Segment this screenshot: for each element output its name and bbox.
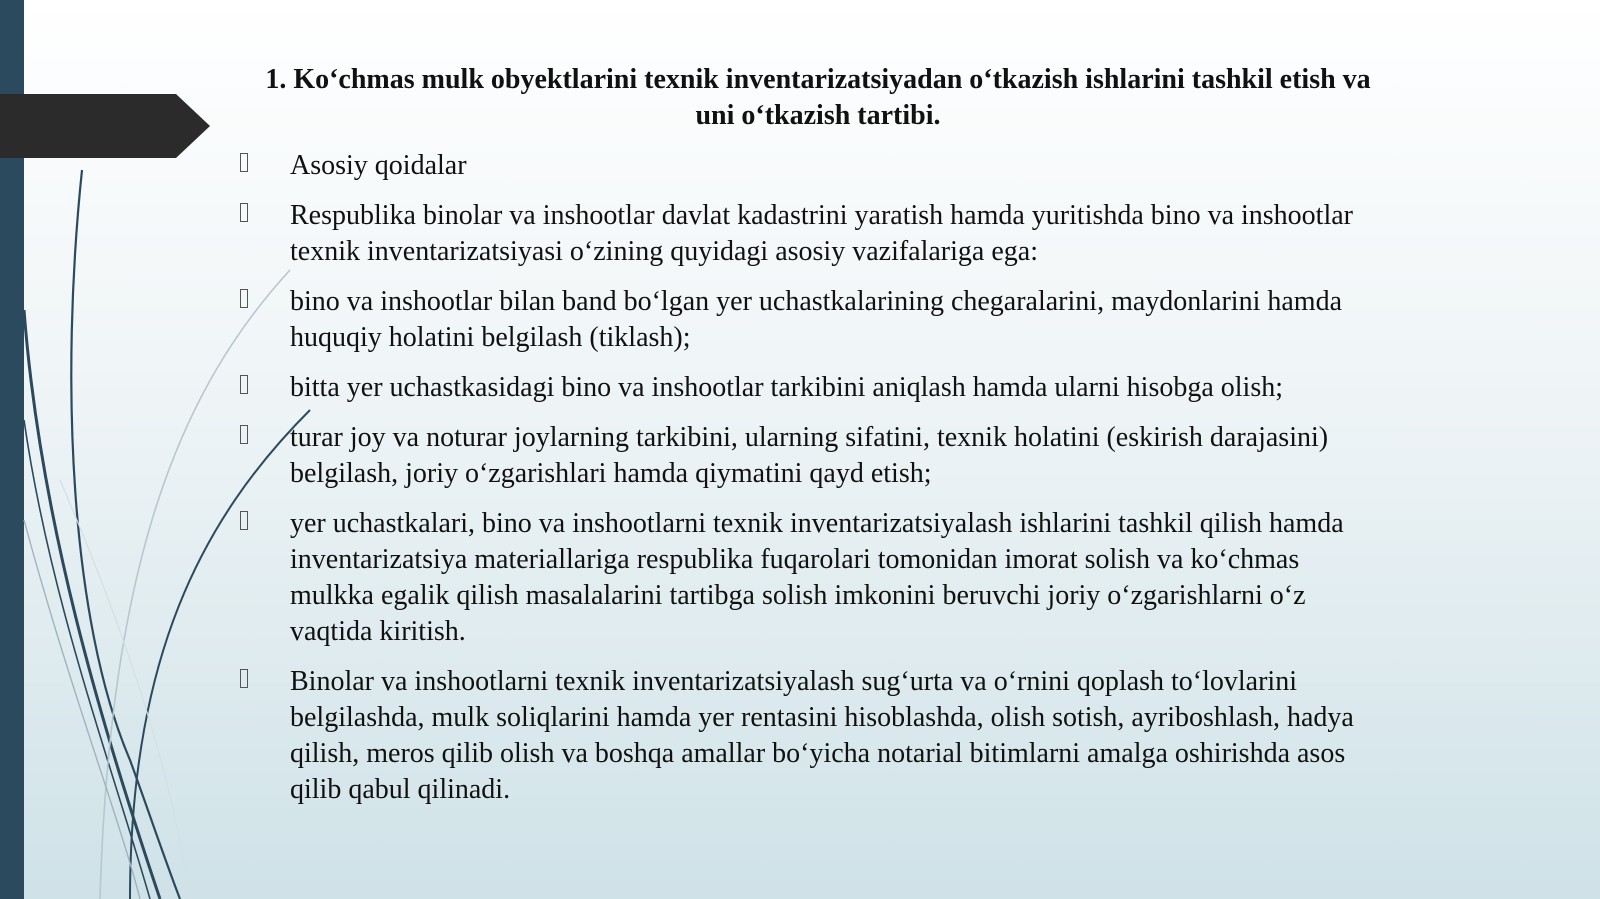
bullet-item	[240, 664, 1380, 808]
missing-glyph-box-icon	[240, 153, 248, 172]
missing-glyph-box-icon	[240, 203, 248, 222]
bullet-item	[240, 506, 1380, 650]
slide-title: 1. Ko‘chmas mulk obyektlarini texnik inventarizatsiyadan o‘tkazish ishlarini tashkil etish va uni o‘tkazish tartibi.	[265, 64, 1371, 131]
missing-glyph-box-icon	[240, 669, 248, 688]
bullet-text: yer uchastkalari, bino va inshootlarni texnik inventarizatsiyalash ishlarini tashkil qilish hamda inventarizatsiya materiallariga respublika fuqarolari tomonidan imorat solish va ko‘chmas mulkka egalik qilish masalalarini tartibga solish imkonini beruvchi joriy o‘zgarishlarni o‘z vaqtida kiritish.	[290, 508, 1344, 647]
bullet-text: turar joy va noturar joylarning tarkibini, ularning sifatini, texnik holatini (eskirish darajasini) belgilash, joriy o‘zgarishlari hamda qiymatini qayd etish;	[290, 422, 1329, 489]
title-block	[250, 62, 1386, 134]
missing-glyph-box-icon	[240, 511, 248, 530]
bullet-text: Respublika binolar va inshootlar davlat kadastrini yaratish hamda yuritishda bino va inshootlar texnik inventarizatsiyasi o‘zining quyidagi asosiy vazifalariga ega:	[290, 200, 1353, 267]
missing-glyph-box-icon	[240, 425, 248, 444]
bullet-item	[240, 284, 1380, 356]
missing-glyph-box-icon	[240, 375, 248, 394]
bullet-text: bitta yer uchastkasidagi bino va inshootlar tarkibini aniqlash hamda ularni hisobga olish;	[290, 372, 1284, 403]
title-arrow-tab	[0, 94, 210, 158]
bullet-list	[240, 148, 1380, 822]
bullet-item	[240, 198, 1380, 270]
bullet-text: Asosiy qoidalar	[290, 150, 467, 181]
bullet-item	[240, 148, 1380, 184]
bullet-text: bino va inshootlar bilan band bo‘lgan yer uchastkalarining chegaralarini, maydonlarini hamda huquqiy holatini belgilash (tiklash);	[290, 286, 1342, 353]
bullet-item	[240, 420, 1380, 492]
bullet-text: Binolar va inshootlarni texnik inventarizatsiyalash sug‘urta va o‘rnini qoplash to‘lovlarini belgilashda, mulk soliqlarini hamda yer rentasini hisoblashda, olish sotish, ayriboshlash, hadya qilish, meros qilib olish va boshqa amallar bo‘yicha notarial bitimlarni amalga oshirishda asos qilib qabul qilinadi.	[290, 666, 1354, 805]
bullet-item	[240, 370, 1380, 406]
missing-glyph-box-icon	[240, 289, 248, 308]
